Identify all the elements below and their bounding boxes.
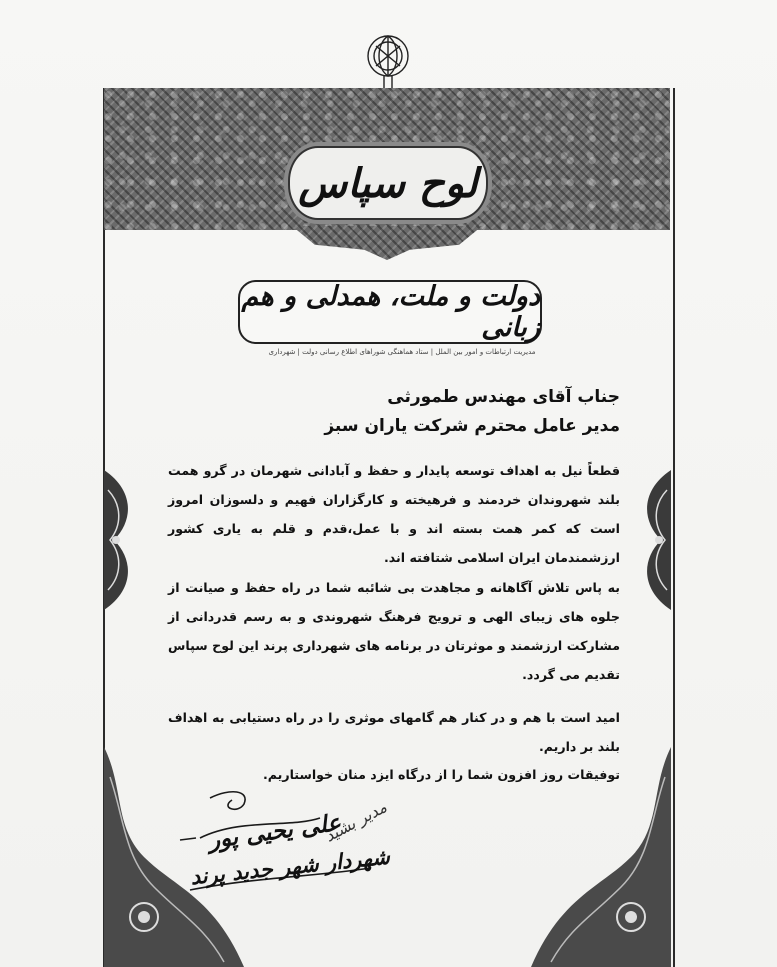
title-cartouche <box>288 146 488 220</box>
body-paragraph-2: به پاس تلاش آگاهانه و مجاهدت بی شائبه شما در راه حفظ و صیانت از جلوه های زیبای الهی و ترویج فرهنگ شهروندی و به رسم قدردانی از مشارکت ارزشمند و موثرتان در برنامه های شهرداری پرند این لوح سپاس تقدیم می گردد. <box>168 580 620 682</box>
right-side-ornament-icon <box>631 470 671 610</box>
addressee-line-2: مدیر عامل محترم شرکت یاران سبز <box>324 416 620 436</box>
signatory-name: علی یحیی پور <box>206 808 343 855</box>
handwritten-note: مدیر بشید <box>321 797 390 846</box>
addressee <box>168 383 620 441</box>
slogan-text: دولت و ملت، همدلی و هم زبانی <box>241 281 540 343</box>
body-paragraph-4: توفیقات روز افزون شما را از درگاه ایزد منان خواستاریم. <box>262 767 620 782</box>
slogan-caption: مدیریت ارتباطات و امور بین الملل | ستاد هماهنگی شوراهای اطلاع رسانی دولت | شهرداری <box>268 348 536 356</box>
signatory-title: شهردار شهر جدید پرند <box>189 843 391 890</box>
left-side-ornament-icon <box>104 470 144 610</box>
slogan-banner <box>238 280 542 344</box>
body-paragraph-3: امید است با هم و در کنار هم گامهای موثری را در راه دستیابی به اهداف بلند بر داریم. <box>168 710 620 754</box>
addressee-line-1: جناب آقای مهندس طمورثی <box>387 387 620 407</box>
certificate-title: لوح سپاس <box>298 159 478 207</box>
body-paragraph-1: قطعاً نیل به اهداف توسعه پایدار و حفظ و آبادانی شهرمان در گرو همت بلند شهروندان خردمند و فرهیخته و کارگزاران فهیم و دلسوزان امروز است که کمر همت بسته اند و با عمل،قدم و قلم به یاری کشور ارزشمندمان ایران اسلامی شتافته اند. <box>168 463 620 565</box>
